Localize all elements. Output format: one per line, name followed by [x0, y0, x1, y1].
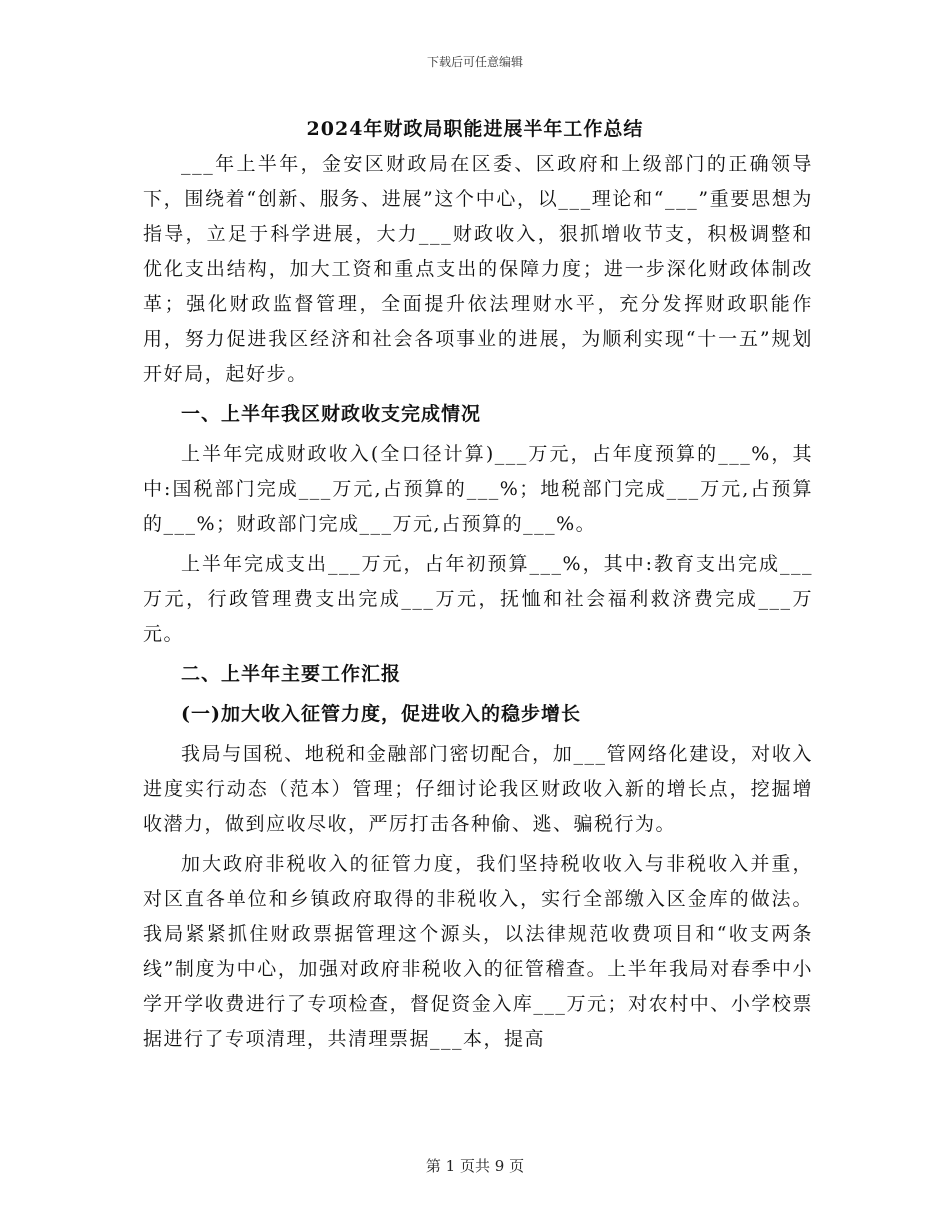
section2-heading: 二、上半年主要工作汇报 [181, 663, 402, 685]
section1-heading: 一、上半年我区财政收支完成情况 [181, 403, 482, 425]
document-body [143, 147, 813, 1057]
section1-revenue-paragraph: 上半年完成财政收入(全口径计算)___万元，占年度预算的___%，其中:国税部门完成___万元,占预算的___%；地税部门完成___万元,占预算的___%；财政部门完成___万元,占预算的___%。 [143, 443, 813, 535]
section2-paragraph-1: 我局与国税、地税和金融部门密切配合，加___管网络化建设，对收入进度实行动态（范本）管理；仔细讨论我区财政收入新的增长点，挖掘增收潜力，做到应收尽收，严厉打击各种偷、逃、骗税行为。 [143, 743, 813, 835]
page-footer: 第 1 页共 9 页 [425, 1157, 525, 1175]
section1-expenditure-paragraph: 上半年完成支出___万元，占年初预算___%，其中:教育支出完成___万元，行政管理费支出完成___万元，抚恤和社会福利救济费完成___万元。 [143, 553, 813, 645]
document-title: 2024年财政局职能进展半年工作总结 [306, 118, 644, 140]
section2-paragraph-2: 加大政府非税收入的征管力度，我们坚持税收收入与非税收入并重，对区直各单位和乡镇政府取得的非税收入，实行全部缴入区金库的做法。我局紧紧抓住财政票据管理这个源头，以法律规范收费项目和“收支两条线”制度为中心，加强对政府非税收入的征管稽查。上半年我局对春季中小学开学收费进行了专项检查，督促资金入库___万元；对农村中、小学校票据进行了专项清理，共清理票据___本，提高 [143, 853, 813, 1050]
intro-paragraph: ___年上半年，金安区财政局在区委、区政府和上级部门的正确领导下，围绕着“创新、服务、进展”这个中心，以___理论和“___”重要思想为指导，立足于科学进展，大力___财政收入，狠抓增收节支，积极调整和优化支出结构，加大工资和重点支出的保障力度；进一步深化财政体制改革；强化财政监督管理，全面提升依法理财水平，充分发挥财政职能作用，努力促进我区经济和社会各项事业的进展，为顺利实现“十一五”规划开好局，起好步。 [143, 153, 813, 385]
section2-subheading-1: (一)加大收入征管力度，促进收入的稳步增长 [181, 703, 581, 725]
header-note: 下载后可任意编辑 [426, 55, 523, 69]
